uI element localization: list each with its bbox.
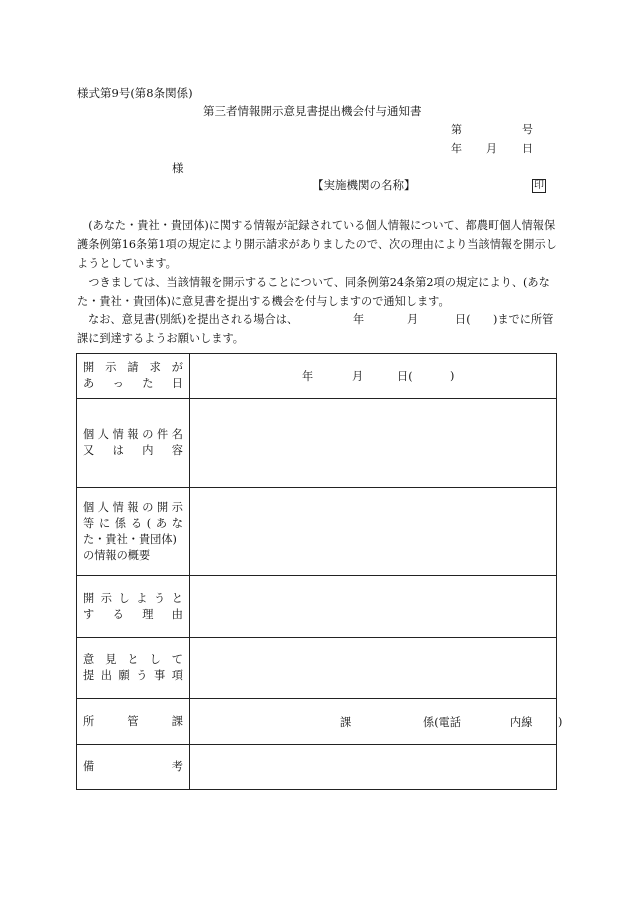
label-line: 個 人 情 報 の 件 名 xyxy=(83,428,183,441)
recipient-honorific: 様 xyxy=(172,161,184,175)
label-line: 又 は 内 容 xyxy=(83,444,183,457)
body-paragraph-2: つきましては、当該情報を開示することについて、同条例第24条第2項の規定により、(あなた・貴社・貴団体)に意見書を提出する機会を付与しますので通知します。 xyxy=(77,276,550,308)
date-day: 日 xyxy=(522,142,533,155)
value-request-date xyxy=(190,354,557,399)
row-overview xyxy=(77,488,557,576)
date-month: 月 xyxy=(486,142,497,155)
row-reason xyxy=(77,576,557,638)
row-remarks xyxy=(77,745,557,790)
body-paragraph-1: (あなた・貴社・貴団体)に関する情報が記録されている個人情報について、都農町個人情報保護条例第16条第1項の規定により開示請求がありましたので、次の理由により当該情報を開示しようとしています。 xyxy=(77,219,557,270)
label-line: の情報の概要 xyxy=(83,548,151,562)
para3-close: )までに所管 xyxy=(493,313,554,326)
row-matters xyxy=(77,638,557,699)
doc-no-suffix: 号 xyxy=(522,123,533,136)
para3-year: 年 xyxy=(353,313,365,326)
req-day: 日( xyxy=(397,370,413,383)
dept-naisen: 内線 xyxy=(510,715,533,729)
label-line: 備 考 xyxy=(83,760,183,773)
label-remarks xyxy=(77,745,190,790)
para3-text-b: 課に到達するようお願いします。 xyxy=(77,332,244,345)
seal-mark: 印 xyxy=(534,180,544,191)
label-reason xyxy=(77,576,190,638)
notice-table xyxy=(76,353,563,790)
label-line: 所 管 課 xyxy=(83,714,183,728)
dept-ka: 課 xyxy=(340,715,352,729)
label-line: た・貴社・貴団体) xyxy=(83,532,177,546)
label-overview xyxy=(77,488,190,576)
value-remarks[interactable] xyxy=(190,745,557,790)
value-subject[interactable] xyxy=(190,399,557,488)
para3-day: 日( xyxy=(455,313,471,326)
req-month: 月 xyxy=(352,370,364,383)
value-overview[interactable] xyxy=(190,488,557,576)
label-line: 開 示 請 求 が xyxy=(83,361,183,374)
value-department xyxy=(190,699,563,745)
label-line: あ っ た 日 xyxy=(83,377,183,390)
value-reason[interactable] xyxy=(190,576,557,638)
document-date xyxy=(451,143,533,154)
row-department xyxy=(77,699,557,745)
form-number: 様式第9号(第8条関係) xyxy=(77,86,193,100)
para3-text-a: なお、意見書(別紙)を提出される場合は、 xyxy=(88,313,299,326)
dept-close: ) xyxy=(558,715,563,728)
value-matters[interactable] xyxy=(190,638,557,699)
label-line: す る 理 由 xyxy=(83,607,183,621)
label-line: 意 見 と し て xyxy=(83,653,183,666)
document-number xyxy=(451,124,533,135)
date-year: 年 xyxy=(451,142,462,155)
label-line: 個 人 情 報 の 開 示 xyxy=(83,500,183,514)
req-close: ) xyxy=(450,369,455,383)
doc-no-prefix: 第 xyxy=(451,123,462,136)
row-subject xyxy=(77,399,557,488)
para3-month: 月 xyxy=(407,313,419,326)
dept-kakari: 係(電話 xyxy=(423,715,461,729)
req-year: 年 xyxy=(302,370,314,383)
label-line: 提 出 願 う 事 項 xyxy=(83,669,183,682)
body-paragraph-3 xyxy=(77,310,559,348)
label-subject xyxy=(77,399,190,488)
label-line: 等 に 係 る ( あ な xyxy=(83,516,183,530)
agency-name-label: 【実施機関の名称】 xyxy=(312,178,416,192)
label-matters xyxy=(77,638,190,699)
row-request-date xyxy=(77,354,557,399)
label-request-date xyxy=(77,354,190,399)
label-department xyxy=(77,699,190,745)
document-title: 第三者情報開示意見書提出機会付与通知書 xyxy=(203,104,422,118)
label-line: 開 示 し よ う と xyxy=(83,591,183,605)
